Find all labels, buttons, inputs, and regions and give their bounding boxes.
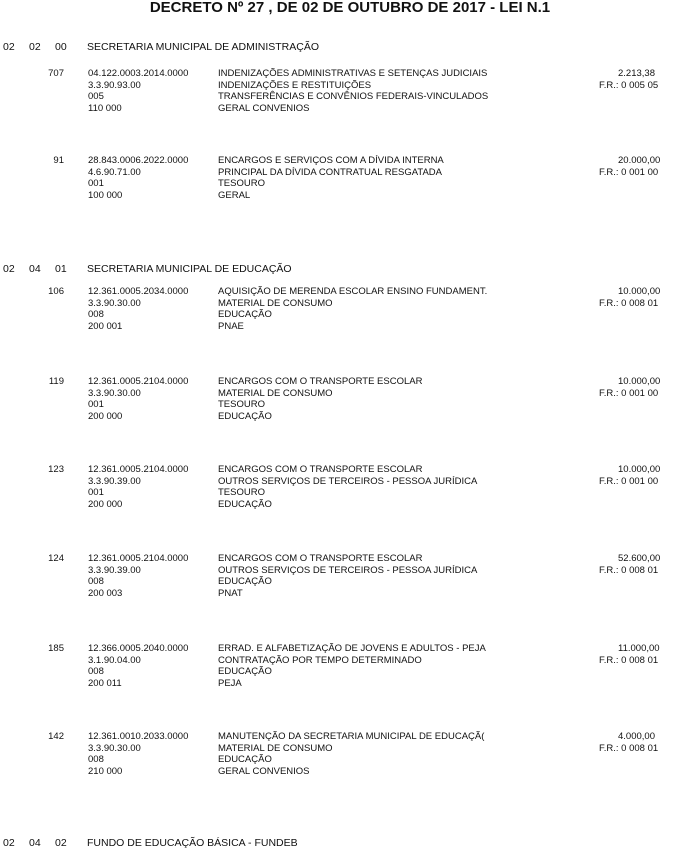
entry-amount: 20.000,00 [618,155,661,166]
section-header [3,263,292,275]
entry-number: 106 [48,286,64,297]
desc-line: PNAE [218,320,244,332]
desc-line: INDENIZAÇÕES E RESTITUIÇÕES [218,79,372,91]
code-line: 12.361.0010.2033.0000 [88,731,189,742]
desc-line: ENCARGOS COM O TRANSPORTE ESCOLAR [218,464,423,475]
desc-line: PNAT [218,587,243,599]
desc-line: GERAL CONVENIOS [218,765,310,777]
entry-fr: F.R.: 0 008 01 [599,654,659,666]
entry-codes [88,376,218,422]
desc-line: EDUCAÇÃO [218,498,272,510]
code-line: 210 000 [88,765,123,777]
desc-line: MATERIAL DE CONSUMO [218,742,333,754]
entry-amount: 4.000,00 [618,731,655,742]
section-code-2: 04 [29,263,41,275]
entry-value [560,155,700,178]
code-line: 110 000 [88,102,122,114]
section-code-1: 02 [3,41,15,53]
section-code-1: 02 [3,263,15,275]
entry-number: 119 [48,376,64,387]
code-line: 3.3.90.39.00 [88,564,141,576]
desc-line: GERAL [218,189,251,201]
entry-value [560,464,700,487]
section-code-1: 02 [3,837,15,849]
document-title: DECRETO Nº 27 , DE 02 DE OUTUBRO DE 2017 - LEI N.1 [149,0,551,16]
section-code-3: 02 [55,837,67,849]
desc-line: EDUCAÇÃO [218,576,272,587]
entry-description [218,376,533,422]
entry-number: 707 [48,68,64,79]
desc-line: EDUCAÇÃO [218,666,272,677]
code-line: 005 [88,91,104,102]
entry-amount: 10.000,00 [618,464,661,475]
entry-number: 123 [48,464,64,475]
entry-fr: F.R.: 0 001 00 [599,475,659,487]
entry-codes [88,286,218,332]
desc-line: EDUCAÇÃO [218,410,272,422]
section-code-3: 00 [55,41,67,53]
entry-value [560,643,700,666]
code-line: 28.843.0006.2022.0000 [88,155,189,166]
entry-codes [88,731,218,777]
code-line: 3.3.90.30.00 [88,297,141,309]
entry-description [218,553,533,599]
code-line: 04.122.0003.2014.0000 [88,68,189,79]
section-name: SECRETARIA MUNICIPAL DE ADMINISTRAÇÃO [87,41,320,53]
desc-line: MANUTENÇÃO DA SECRETARIA MUNICIPAL DE EDUCAÇÃ( [218,731,485,742]
entry-codes [88,553,218,599]
section-header [3,837,298,849]
entry-number: 142 [48,731,64,742]
entry-description [218,731,533,777]
code-line: 3.3.90.93.00 [88,79,141,91]
code-line: 008 [88,666,104,677]
entry-fr: F.R.: 0 008 01 [599,564,659,576]
desc-line: ERRAD. E ALFABETIZAÇÃO DE JOVENS E ADULTOS - PEJA [218,643,486,654]
desc-line: ENCARGOS E SERVIÇOS COM A DÍVIDA INTERNA [218,155,444,166]
code-line: 001 [88,487,104,498]
desc-line: TRANSFERÊNCIAS E CONVÊNIOS FEDERAIS-VINCULADOS [218,91,489,102]
entry-description [218,155,533,201]
desc-line: ENCARGOS COM O TRANSPORTE ESCOLAR [218,376,423,387]
code-line: 200 000 [88,498,123,510]
desc-line: TESOURO [218,178,265,189]
code-line: 3.1.90.04.00 [88,654,141,666]
code-line: 3.3.90.30.00 [88,742,141,754]
code-line: 200 001 [88,320,123,332]
desc-line: EDUCAÇÃO [218,754,272,765]
entry-value [560,376,700,399]
entry-amount: 10.000,00 [618,286,661,297]
entry-codes [88,68,218,114]
desc-line: PRINCIPAL DA DÍVIDA CONTRATUAL RESGATADA [218,166,442,178]
code-line: 008 [88,754,104,765]
entry-description [218,68,533,114]
entry-value [560,731,700,754]
code-line: 4.6.90.71.00 [88,166,141,178]
code-line: 12.361.0005.2104.0000 [88,376,189,387]
entry-number: 91 [53,155,64,166]
desc-line: MATERIAL DE CONSUMO [218,297,333,309]
code-line: 12.361.0005.2104.0000 [88,464,189,475]
desc-line: AQUISIÇÃO DE MERENDA ESCOLAR ENSINO FUNDAMENT. [218,286,488,297]
entry-codes [88,464,218,510]
entry-value [560,286,700,309]
desc-line: CONTRATAÇÃO POR TEMPO DETERMINADO [218,654,422,666]
desc-line: OUTROS SERVIÇOS DE TERCEIROS - PESSOA JURÍDICA [218,475,478,487]
desc-line: EDUCAÇÃO [218,309,272,320]
section-code-2: 04 [29,837,41,849]
code-line: 001 [88,399,104,410]
code-line: 200 011 [88,677,122,689]
section-name: FUNDO DE EDUCAÇÃO BÁSICA - FUNDEB [87,837,298,849]
entry-codes [88,155,218,201]
entry-fr: F.R.: 0 001 00 [599,387,659,399]
entry-fr: F.R.: 0 008 01 [599,297,659,309]
desc-line: TESOURO [218,487,265,498]
code-line: 3.3.90.39.00 [88,475,141,487]
entry-number: 185 [48,643,64,654]
section-header [3,41,319,53]
desc-line: TESOURO [218,399,265,410]
entry-value [560,68,700,91]
code-line: 12.366.0005.2040.0000 [88,643,189,654]
entry-fr: F.R.: 0 001 00 [599,166,659,178]
entry-fr: F.R.: 0 005 05 [599,79,659,91]
code-line: 008 [88,576,104,587]
code-line: 008 [88,309,104,320]
entry-description [218,643,533,689]
entry-amount: 10.000,00 [618,376,661,387]
code-line: 12.361.0005.2034.0000 [88,286,189,297]
section-code-2: 02 [29,41,41,53]
code-line: 200 003 [88,587,123,599]
desc-line: OUTROS SERVIÇOS DE TERCEIROS - PESSOA JURÍDICA [218,564,478,576]
desc-line: INDENIZAÇÕES ADMINISTRATIVAS E SETENÇAS JUDICIAIS [218,68,488,79]
entry-fr: F.R.: 0 008 01 [599,742,659,754]
desc-line: ENCARGOS COM O TRANSPORTE ESCOLAR [218,553,423,564]
section-code-3: 01 [55,263,67,275]
entry-amount: 11.000,00 [618,643,660,654]
entry-description [218,286,533,332]
entry-codes [88,643,218,689]
code-line: 200 000 [88,410,123,422]
desc-line: PEJA [218,677,242,689]
entry-amount: 52.600,00 [618,553,661,564]
desc-line: GERAL CONVENIOS [218,102,310,114]
code-line: 3.3.90.30.00 [88,387,141,399]
section-name: SECRETARIA MUNICIPAL DE EDUCAÇÃO [87,263,292,275]
desc-line: MATERIAL DE CONSUMO [218,387,333,399]
code-line: 12.361.0005.2104.0000 [88,553,189,564]
entry-description [218,464,533,510]
entry-amount: 2.213,38 [618,68,655,79]
code-line: 001 [88,178,104,189]
entry-number: 124 [48,553,64,564]
code-line: 100 000 [88,189,123,201]
entry-value [560,553,700,576]
